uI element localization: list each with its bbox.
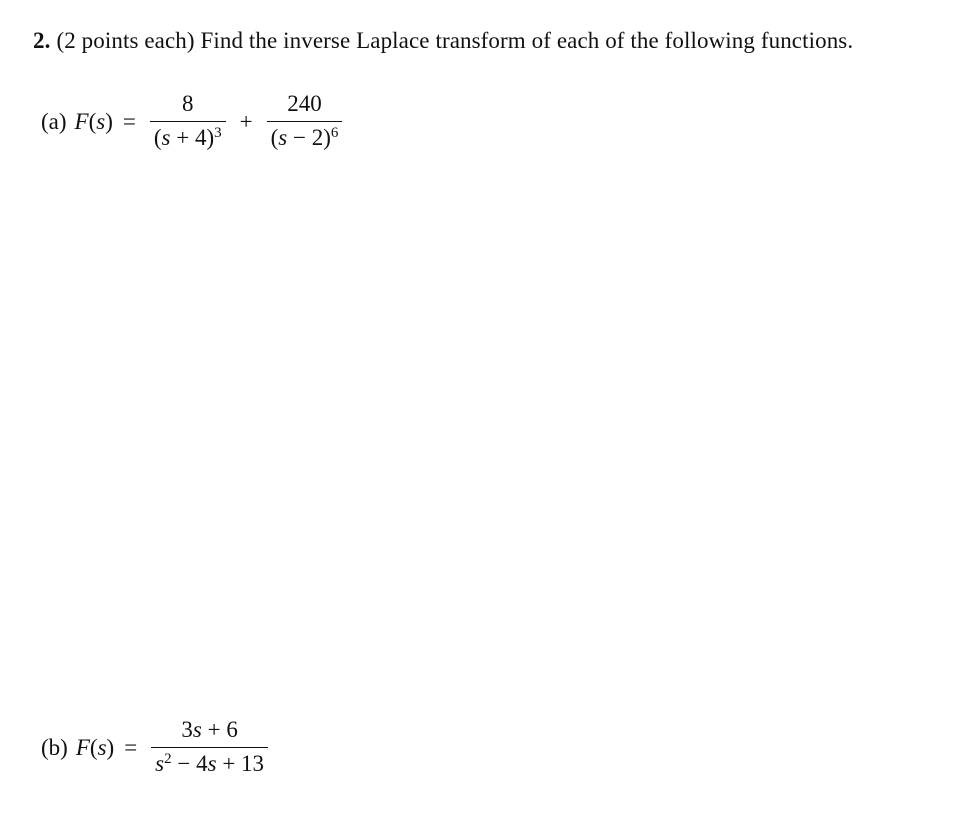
fraction-1-numerator: 8 <box>182 91 194 116</box>
plus-sign: + <box>239 108 253 134</box>
fraction-1-denominator: $(s + 4)^3$ <box>150 121 226 153</box>
fraction-b <box>151 716 268 779</box>
problem-statement <box>33 28 853 54</box>
problem-number: 2. <box>33 28 51 53</box>
fraction-2-numerator: 240 <box>287 91 322 116</box>
problem-text: (2 points each) Find the inverse Laplace transform of each of the following functions. <box>56 28 854 53</box>
fraction-2 <box>267 90 343 153</box>
part-a-label: (a) <box>41 108 67 134</box>
fraction-1 <box>150 90 226 153</box>
part-b-equation <box>41 716 272 779</box>
fraction-b-denominator: $s^2 - 4s + 13$ <box>151 747 268 779</box>
lhs-function: F <box>74 108 89 134</box>
lhs-variable: s <box>96 108 106 134</box>
part-b-lhs: F(s) <box>75 734 115 760</box>
lhs-function: F <box>75 734 90 760</box>
fraction-2-exponent: 6 <box>330 125 339 141</box>
fraction-1-exponent: 3 <box>214 125 222 141</box>
equals-sign: = <box>122 108 136 134</box>
part-a-lhs: F(s) <box>74 108 113 134</box>
lhs-variable: s <box>97 734 107 760</box>
fraction-2-denominator: $(s - 2)^6$ <box>267 121 343 153</box>
part-b-label: (b) <box>41 734 68 760</box>
part-a-equation <box>41 90 346 153</box>
equals-sign: = <box>124 734 138 760</box>
fraction-b-numerator: 3s + 6 <box>181 717 238 742</box>
fraction-b-exponent: 2 <box>164 751 172 767</box>
